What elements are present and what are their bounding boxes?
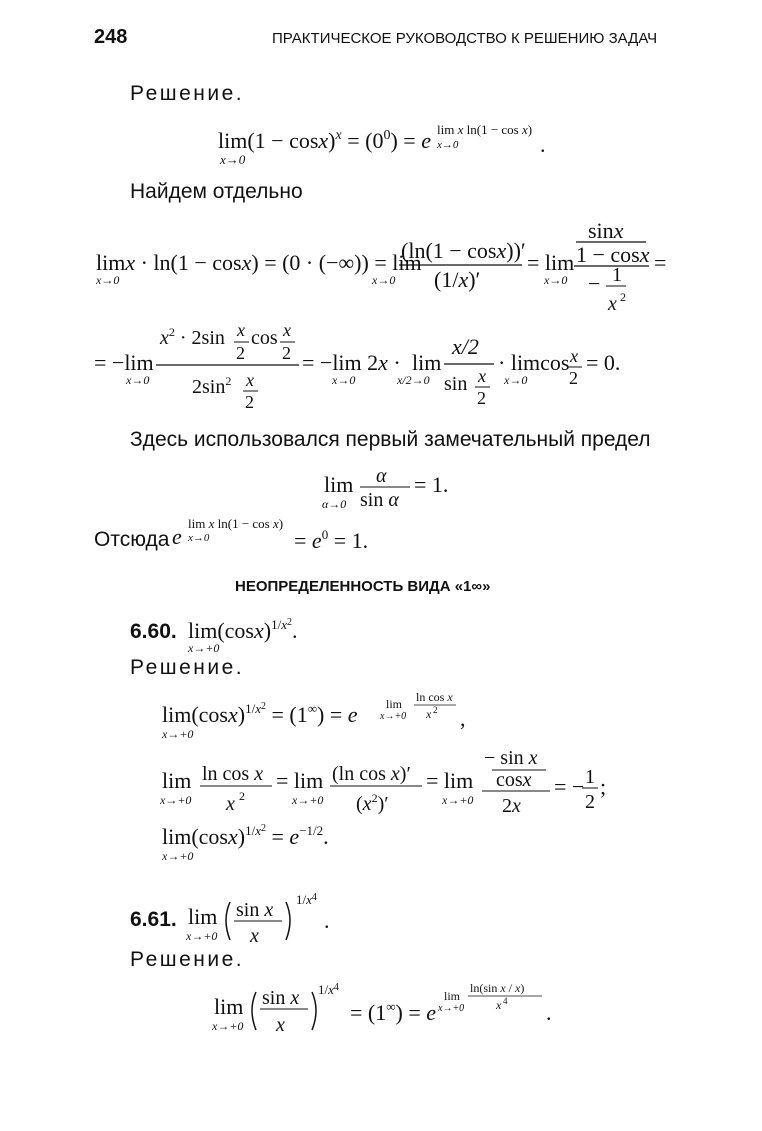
- svg-text:2: 2: [282, 343, 291, 363]
- formula-660-step-2: [160, 742, 620, 816]
- svg-text:x→0: x→0: [437, 139, 459, 151]
- svg-text:= e0 = 1.: = $e^0 = 1$.: [294, 527, 369, 553]
- svg-text:=: =: [654, 250, 667, 275]
- svg-text:limx · ln(1 − cosx) = (0 · (−∞: limx · ln(1 − cosx) = (0 · (−∞)) = lim: [96, 250, 422, 275]
- formula-661-step-1: [212, 976, 582, 1038]
- svg-text:2: 2: [433, 705, 438, 715]
- svg-text:x→0: x→0: [96, 273, 120, 287]
- svg-text:x→+0: x→+0: [442, 793, 474, 807]
- svg-text:= −lim: = −lim: [94, 350, 154, 375]
- svg-text:2: 2: [236, 343, 245, 363]
- svg-text:x→+0: x→+0: [186, 929, 218, 943]
- svg-text:cosx: cosx: [496, 769, 532, 791]
- svg-text:.: .: [540, 132, 546, 157]
- svg-text:= lim: = lim: [527, 250, 575, 275]
- svg-text:x→0: x→0: [188, 532, 210, 544]
- svg-text:ln(sin x / x): ln(sin x / x): [470, 981, 525, 995]
- remarkable-limit-text: Здесь использовался первый замечательный предел: [130, 428, 651, 451]
- svg-text:x→0: x→0: [544, 273, 568, 287]
- formula-problem-661: [186, 888, 346, 950]
- svg-text:−: −: [588, 271, 601, 296]
- svg-text:x: x: [237, 320, 245, 340]
- svg-text:x→+0: x→+0: [162, 727, 194, 741]
- formula-problem-660: [186, 612, 356, 656]
- svg-text:2: 2: [569, 368, 578, 388]
- formula-hence-result: [170, 514, 390, 562]
- svg-text:· limcos: · limcos: [498, 350, 570, 375]
- svg-text:x: x: [426, 707, 432, 721]
- svg-text:(x2)′: $(x^2)'$: [356, 791, 389, 815]
- svg-text:x: x: [226, 793, 235, 815]
- svg-text:= lim: = lim: [426, 768, 474, 793]
- svg-text:= −: = −: [554, 774, 585, 799]
- svg-text:x: x: [496, 998, 502, 1012]
- svg-text:lim: lim: [188, 904, 218, 929]
- svg-text:x: x: [246, 370, 254, 390]
- svg-text:x→+0: x→+0: [188, 641, 220, 655]
- svg-text:ln cos x: ln cos x: [416, 690, 453, 704]
- svg-text:1/x4: $1/x^4$: [318, 982, 339, 997]
- svg-text:,: ,: [460, 706, 466, 731]
- svg-text:sinx: sinx: [588, 218, 624, 243]
- svg-text:lim(cosx)1/x2 = e−1/2.: $\lim(\cos x)^{1/}x2 = e^{-1/2}$.: [162, 823, 329, 849]
- svg-text:= (1∞) = e: = (1∞) = e: [350, 999, 437, 1025]
- running-header: ПРАКТИЧЕСКОЕ РУКОВОДСТВО К РЕШЕНИЮ ЗАДАЧ: [272, 30, 658, 47]
- formula-limit-1-cosx-pow-x: [210, 118, 570, 170]
- svg-text:lim x ln(1 − cos x): lim x ln(1 − cos x): [437, 122, 533, 137]
- svg-text:x→0: x→0: [372, 273, 396, 287]
- formula-660-step-3: [160, 816, 420, 864]
- svg-text:.: .: [546, 1000, 552, 1025]
- svg-text:x→+0: x→+0: [438, 1003, 465, 1014]
- svg-text:(ln(1 − cosx))′: (ln(1 − cosx))′: [401, 238, 526, 263]
- svg-text:sin α: sin α: [360, 489, 399, 511]
- svg-text:(ln cos x)′: (ln cos x)′: [332, 763, 411, 785]
- svg-text:lim: lim: [412, 350, 442, 375]
- svg-text:(1/x)′: (1/x)′: [434, 267, 481, 292]
- svg-text:x→0: x→0: [504, 373, 528, 387]
- svg-text:x2 · 2sin: $x^2 \cdot 2\sin$: [160, 325, 225, 349]
- svg-text:lim: lim: [162, 768, 192, 793]
- svg-text:1 − cosx: 1 − cosx: [576, 242, 650, 267]
- svg-text:sin x: sin x: [262, 987, 300, 1009]
- svg-text:= −lim 2x ·: = −lim 2x ·: [302, 350, 401, 375]
- svg-text:lim(cosx)1/x2 = (1∞) = e: $\lim(\cos x)^{1/}x2 = (1^\infty) = e$: [162, 701, 358, 727]
- formula-derivation-line-2: [94, 318, 654, 414]
- svg-text:lim(1 − cosx)x = (00) = e: $\lim(1 - \cos x)^x = (0^0) = e$: [218, 128, 431, 153]
- svg-text:x→0: x→0: [126, 373, 150, 387]
- svg-text:.: .: [324, 908, 330, 933]
- hence-label: Отсюда: [94, 528, 170, 551]
- svg-text:2sin2: $2\sin^2$: [192, 374, 232, 398]
- section-heading: НЕОПРЕДЕЛЕННОСТЬ ВИДА «1∞»: [235, 578, 491, 595]
- svg-text:= lim: = lim: [276, 768, 324, 793]
- find-separately-text: Найдем отдельно: [130, 180, 303, 203]
- svg-text:1: 1: [612, 264, 622, 286]
- svg-text:α→0: α→0: [322, 497, 347, 511]
- page-number: 248: [94, 26, 128, 48]
- svg-text:4: 4: [503, 996, 508, 1006]
- svg-text:lim x ln(1 − cos x): lim x ln(1 − cos x): [188, 516, 284, 531]
- svg-text:x→+0: x→+0: [212, 1019, 244, 1033]
- svg-text:x/2→0: x/2→0: [397, 373, 430, 387]
- svg-text:sin: sin: [444, 373, 468, 395]
- svg-text:lim: lim: [324, 472, 354, 497]
- svg-text:x: x: [276, 1014, 285, 1036]
- formula-derivation-line-1: [94, 218, 694, 318]
- svg-text:2: 2: [477, 388, 486, 408]
- problem-661-number: 6.61.: [130, 908, 177, 931]
- svg-text:x→+0: x→+0: [160, 793, 192, 807]
- svg-text:e: e: [172, 524, 182, 549]
- svg-text:x: x: [608, 293, 617, 315]
- svg-text:lim: lim: [444, 989, 461, 1003]
- svg-text:sin x: sin x: [236, 899, 274, 921]
- svg-text:1/x4: $1/x^4$: [296, 892, 317, 907]
- svg-text:lim(cosx)1/x2.: $\lim(\cos x)^{1/}x2$.: [188, 617, 298, 643]
- solution-label-2: Решение.: [130, 656, 245, 679]
- formula-first-remarkable-limit: [320, 462, 460, 514]
- svg-text:x→+0: x→+0: [380, 711, 407, 722]
- svg-text:x: x: [570, 346, 578, 366]
- solution-label: Решение.: [130, 82, 245, 105]
- svg-text:x: x: [478, 366, 486, 386]
- svg-text:x→0: x→0: [220, 152, 246, 167]
- svg-text:= 0.: = 0.: [586, 350, 621, 375]
- svg-text:2: 2: [620, 290, 626, 304]
- svg-text:;: ;: [600, 774, 607, 799]
- svg-text:x: x: [250, 925, 259, 947]
- svg-text:2x: 2x: [502, 795, 521, 816]
- svg-text:x: x: [283, 320, 291, 340]
- svg-text:x→+0: x→+0: [292, 793, 324, 807]
- svg-text:− sin x: − sin x: [484, 747, 538, 769]
- svg-text:2: 2: [245, 392, 254, 412]
- svg-text:cos: cos: [251, 327, 278, 349]
- svg-text:2: 2: [585, 791, 595, 813]
- svg-text:x→0: x→0: [332, 373, 356, 387]
- problem-660-number: 6.60.: [130, 620, 177, 643]
- svg-text:x/2: x/2: [452, 334, 479, 359]
- solution-label-3: Решение.: [130, 948, 245, 971]
- svg-text:x→+0: x→+0: [162, 849, 194, 863]
- svg-text:lim: lim: [214, 994, 244, 1019]
- svg-text:lim: lim: [386, 697, 403, 711]
- svg-text:ln cos x: ln cos x: [202, 763, 264, 785]
- svg-text:α: α: [376, 465, 387, 487]
- formula-660-step-1: [160, 688, 500, 742]
- svg-text:= 1.: = 1.: [414, 472, 449, 497]
- svg-text:1: 1: [585, 766, 595, 788]
- svg-text:2: 2: [239, 789, 245, 803]
